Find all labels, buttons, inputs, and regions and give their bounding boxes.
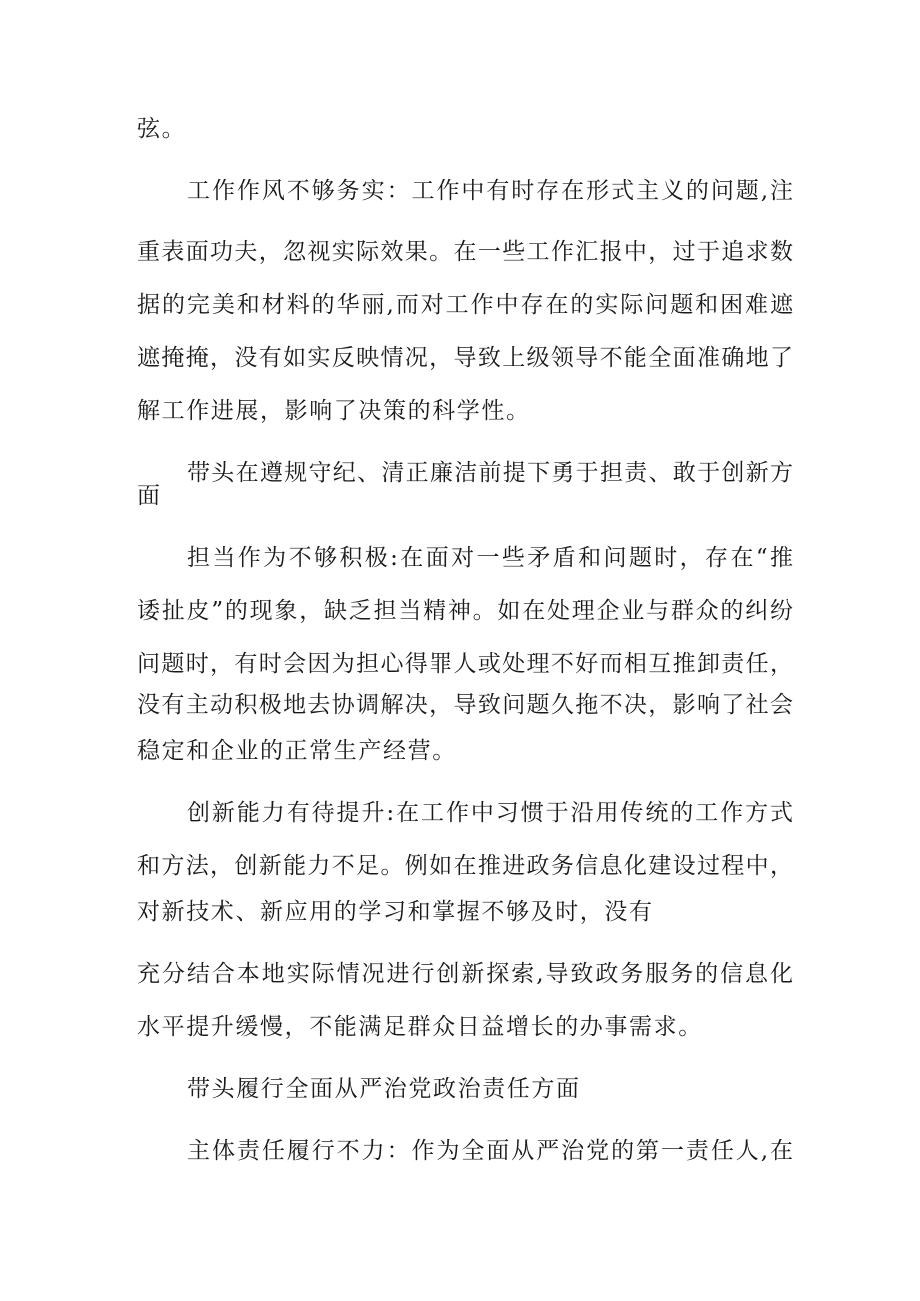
text-line: 据的完美和材料的华丽,而对工作中存在的实际问题和困难遮: [137, 292, 793, 318]
text-line: 稳定和企业的正常生产经营。: [137, 738, 457, 764]
text-line: 没有主动积极地去协调解决，导致问题久拖不决，影响了社会: [137, 692, 793, 718]
text-line: 充分结合本地实际情况进行创新探索,导致政务服务的信息化: [137, 961, 793, 987]
text-line: 诿扯皮”的现象，缺乏担当精神。如在处理企业与群众的纠纷: [137, 598, 793, 624]
text-line: 解工作进展，影响了决策的科学性。: [137, 398, 531, 424]
text-line: 弦。: [137, 116, 187, 142]
text-line: 重表面功夫，忽视实际效果。在一些工作汇报中，过于追求数: [137, 239, 793, 265]
text-line: 对新技术、新应用的学习和掌握不够及时，没有: [137, 899, 654, 925]
text-line: 问题时，有时会因为担心得罪人或处理不好而相互推卸责任，: [137, 651, 793, 677]
paragraph-line: 工作作风不够务实：工作中有时存在形式主义的问题,注: [187, 178, 793, 204]
text-line: 遮掩掩，没有如实反映情况，导致上级领导不能全面准确地了: [137, 345, 793, 371]
section-heading-line: 带头履行全面从严治党政治责任方面: [187, 1076, 581, 1102]
section-heading-line: 带头在遵规守纪、清正廉洁前提下勇于担责、敢于创新方: [187, 460, 793, 486]
text-line: 和方法，创新能力不足。例如在推进政务信息化建设过程中，: [137, 853, 793, 879]
text-line: 水平提升缓慢，不能满足群众日益增长的办事需求。: [137, 1014, 703, 1040]
paragraph-line: 创新能力有待提升:在工作中习惯于沿用传统的工作方式: [187, 800, 793, 826]
paragraph-line: 担当作为不够积极:在面对一些矛盾和问题时，存在“推: [187, 545, 793, 571]
section-heading-line: 面: [137, 483, 162, 509]
paragraph-line: 主体责任履行不力：作为全面从严治党的第一责任人,在: [187, 1138, 793, 1164]
